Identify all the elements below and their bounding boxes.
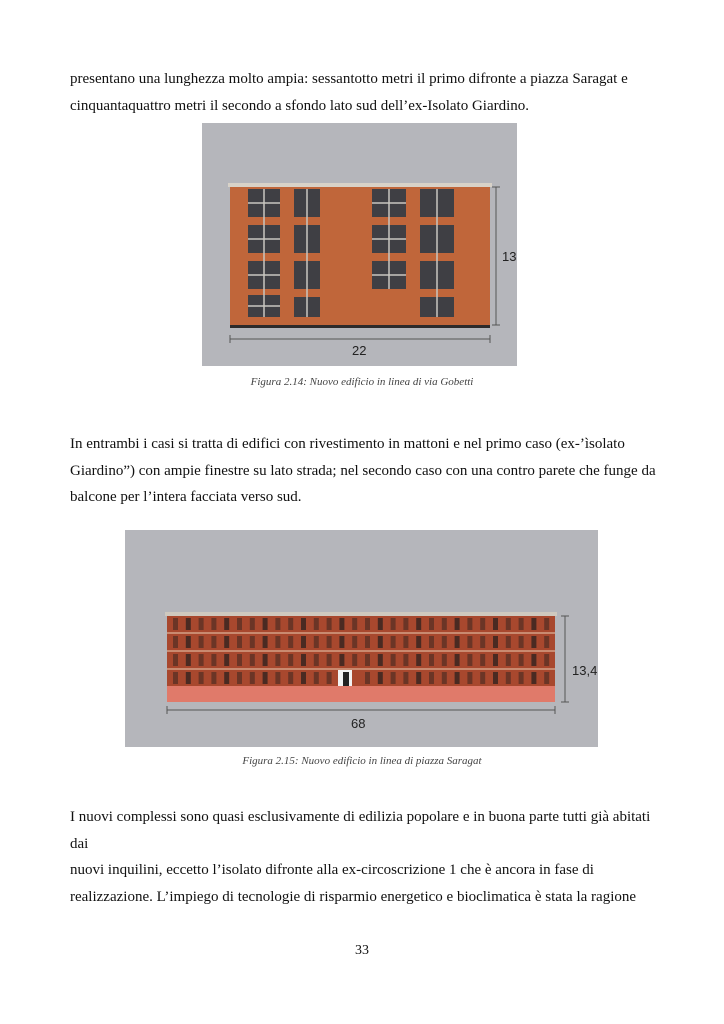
saragat-window [531,654,536,666]
saragat-window [263,618,268,630]
saragat-window [288,672,293,684]
saragat-window [211,636,216,648]
saragat-window [237,672,242,684]
intro-line-1: presentano una lunghezza molto ampia: sessantotto metri il primo difronte a piazza Saragat e [70,71,628,87]
saragat-window [378,618,383,630]
saragat-window [339,654,344,666]
saragat-window [506,672,511,684]
figure-caption-saragat: Figura 2.15: Nuovo edificio in linea di piazza Saragat [242,755,482,767]
saragat-window [186,636,191,648]
saragat-window [493,618,498,630]
saragat-window [211,654,216,666]
saragat-window [237,636,242,648]
saragat-window [455,636,460,648]
saragat-window [365,654,370,666]
saragat-window [288,618,293,630]
saragat-window [263,654,268,666]
saragat-window [275,618,280,630]
saragat-window [429,636,434,648]
middle-line-3: balcone per l’intera facciata verso sud. [70,489,302,505]
saragat-window [301,618,306,630]
saragat-window [378,672,383,684]
figure-gobetti [202,123,517,366]
saragat-window [173,636,178,648]
saragat-window [365,672,370,684]
saragat-window [391,636,396,648]
saragat-window [429,618,434,630]
saragat-window [199,636,204,648]
page-number: 33 [355,943,369,958]
saragat-window [467,672,472,684]
saragat-window [327,618,332,630]
middle-line-1: In entrambi i casi si tratta di edifici con rivestimento in mattoni e nel primo caso (ex-’ìsolato [70,436,625,452]
saragat-window [199,672,204,684]
saragat-window [391,672,396,684]
saragat-window [544,618,549,630]
saragat-window [275,672,280,684]
gobetti-width-label: 22 [352,343,367,358]
saragat-window [467,636,472,648]
saragat-window [263,636,268,648]
saragat-window [544,672,549,684]
saragat-window [403,636,408,648]
saragat-window [301,636,306,648]
saragat-window [224,672,229,684]
saragat-window [531,672,536,684]
saragat-window [416,672,421,684]
saragat-base [167,686,555,702]
saragat-window [391,654,396,666]
saragat-window [250,618,255,630]
saragat-window [365,636,370,648]
gobetti-height-label: 13 [502,249,517,264]
saragat-window [275,654,280,666]
saragat-window [467,618,472,630]
saragat-window [480,654,485,666]
saragat-window [403,618,408,630]
saragat-window [275,636,280,648]
saragat-window [506,618,511,630]
saragat-window [224,636,229,648]
saragat-window [544,636,549,648]
saragat-window [173,654,178,666]
saragat-window [288,654,293,666]
saragat-window [199,618,204,630]
saragat-window [352,654,357,666]
saragat-window [211,618,216,630]
saragat-window [416,654,421,666]
saragat-window [442,672,447,684]
saragat-window [416,618,421,630]
final-line-3: realizzazione. L’impiego di tecnologie di risparmio energetico e bioclimatica è stata la ragione [70,888,637,905]
saragat-window [186,618,191,630]
saragat-window [442,654,447,666]
middle-line-2: Giardino”) con ampie finestre su lato strada; nel secondo caso con una contro parete che funge da [70,462,656,479]
saragat-window [173,618,178,630]
saragat-window [224,654,229,666]
figure-saragat [125,530,598,747]
saragat-window [442,618,447,630]
saragat-window [263,672,268,684]
saragat-window [378,654,383,666]
figure-caption-gobetti: Figura 2.14: Nuovo edificio in linea di via Gobetti [250,376,474,388]
saragat-window [493,636,498,648]
saragat-window [544,654,549,666]
saragat-window [314,618,319,630]
final-line-1: I nuovi complessi sono quasi esclusivamente di edilizia popolare e in buona parte tutti già abitati dai [70,809,651,852]
saragat-window [301,654,306,666]
saragat-window [250,654,255,666]
saragat-window [416,636,421,648]
saragat-window [250,672,255,684]
saragat-window [429,672,434,684]
saragat-window [493,654,498,666]
saragat-window [531,636,536,648]
saragat-window [314,672,319,684]
saragat-window [237,654,242,666]
saragat-window [327,654,332,666]
saragat-window [365,618,370,630]
saragat-window [455,618,460,630]
saragat-window [391,618,396,630]
saragat-window [493,672,498,684]
saragat-window [211,672,216,684]
saragat-window [250,636,255,648]
saragat-window [186,654,191,666]
saragat-window [519,654,524,666]
saragat-window [442,636,447,648]
saragat-window [327,636,332,648]
saragat-window [352,618,357,630]
saragat-window [352,636,357,648]
saragat-window [467,654,472,666]
saragat-width-label: 68 [351,716,366,731]
gobetti-elevation-drawing [202,123,517,366]
saragat-window [531,618,536,630]
saragat-window [288,636,293,648]
saragat-window [186,672,191,684]
saragat-elevation-drawing [125,530,598,747]
saragat-window [480,672,485,684]
final-line-2: nuovi inquilini, eccetto l’isolato difronte alla ex-circoscrizione 1 che è ancora in fase di [70,862,594,878]
saragat-window [455,654,460,666]
saragat-window [224,618,229,630]
intro-line-2: cinquantaquattro metri il secondo a sfondo lato sud dell’ex-Isolato Giardino. [70,97,530,114]
saragat-window [455,672,460,684]
saragat-window [506,636,511,648]
saragat-window [378,636,383,648]
saragat-window [480,636,485,648]
saragat-window [237,618,242,630]
saragat-window [199,654,204,666]
saragat-height-label: 13,4 [572,663,598,678]
saragat-window [480,618,485,630]
saragat-window [339,618,344,630]
saragat-window [519,618,524,630]
saragat-window [339,636,344,648]
saragat-window [403,672,408,684]
saragat-window [403,654,408,666]
saragat-window [519,672,524,684]
saragat-window [314,636,319,648]
saragat-window [519,636,524,648]
saragat-window [314,654,319,666]
saragat-window [429,654,434,666]
saragat-window [301,672,306,684]
saragat-window [506,654,511,666]
saragat-window [327,672,332,684]
saragat-window [173,672,178,684]
